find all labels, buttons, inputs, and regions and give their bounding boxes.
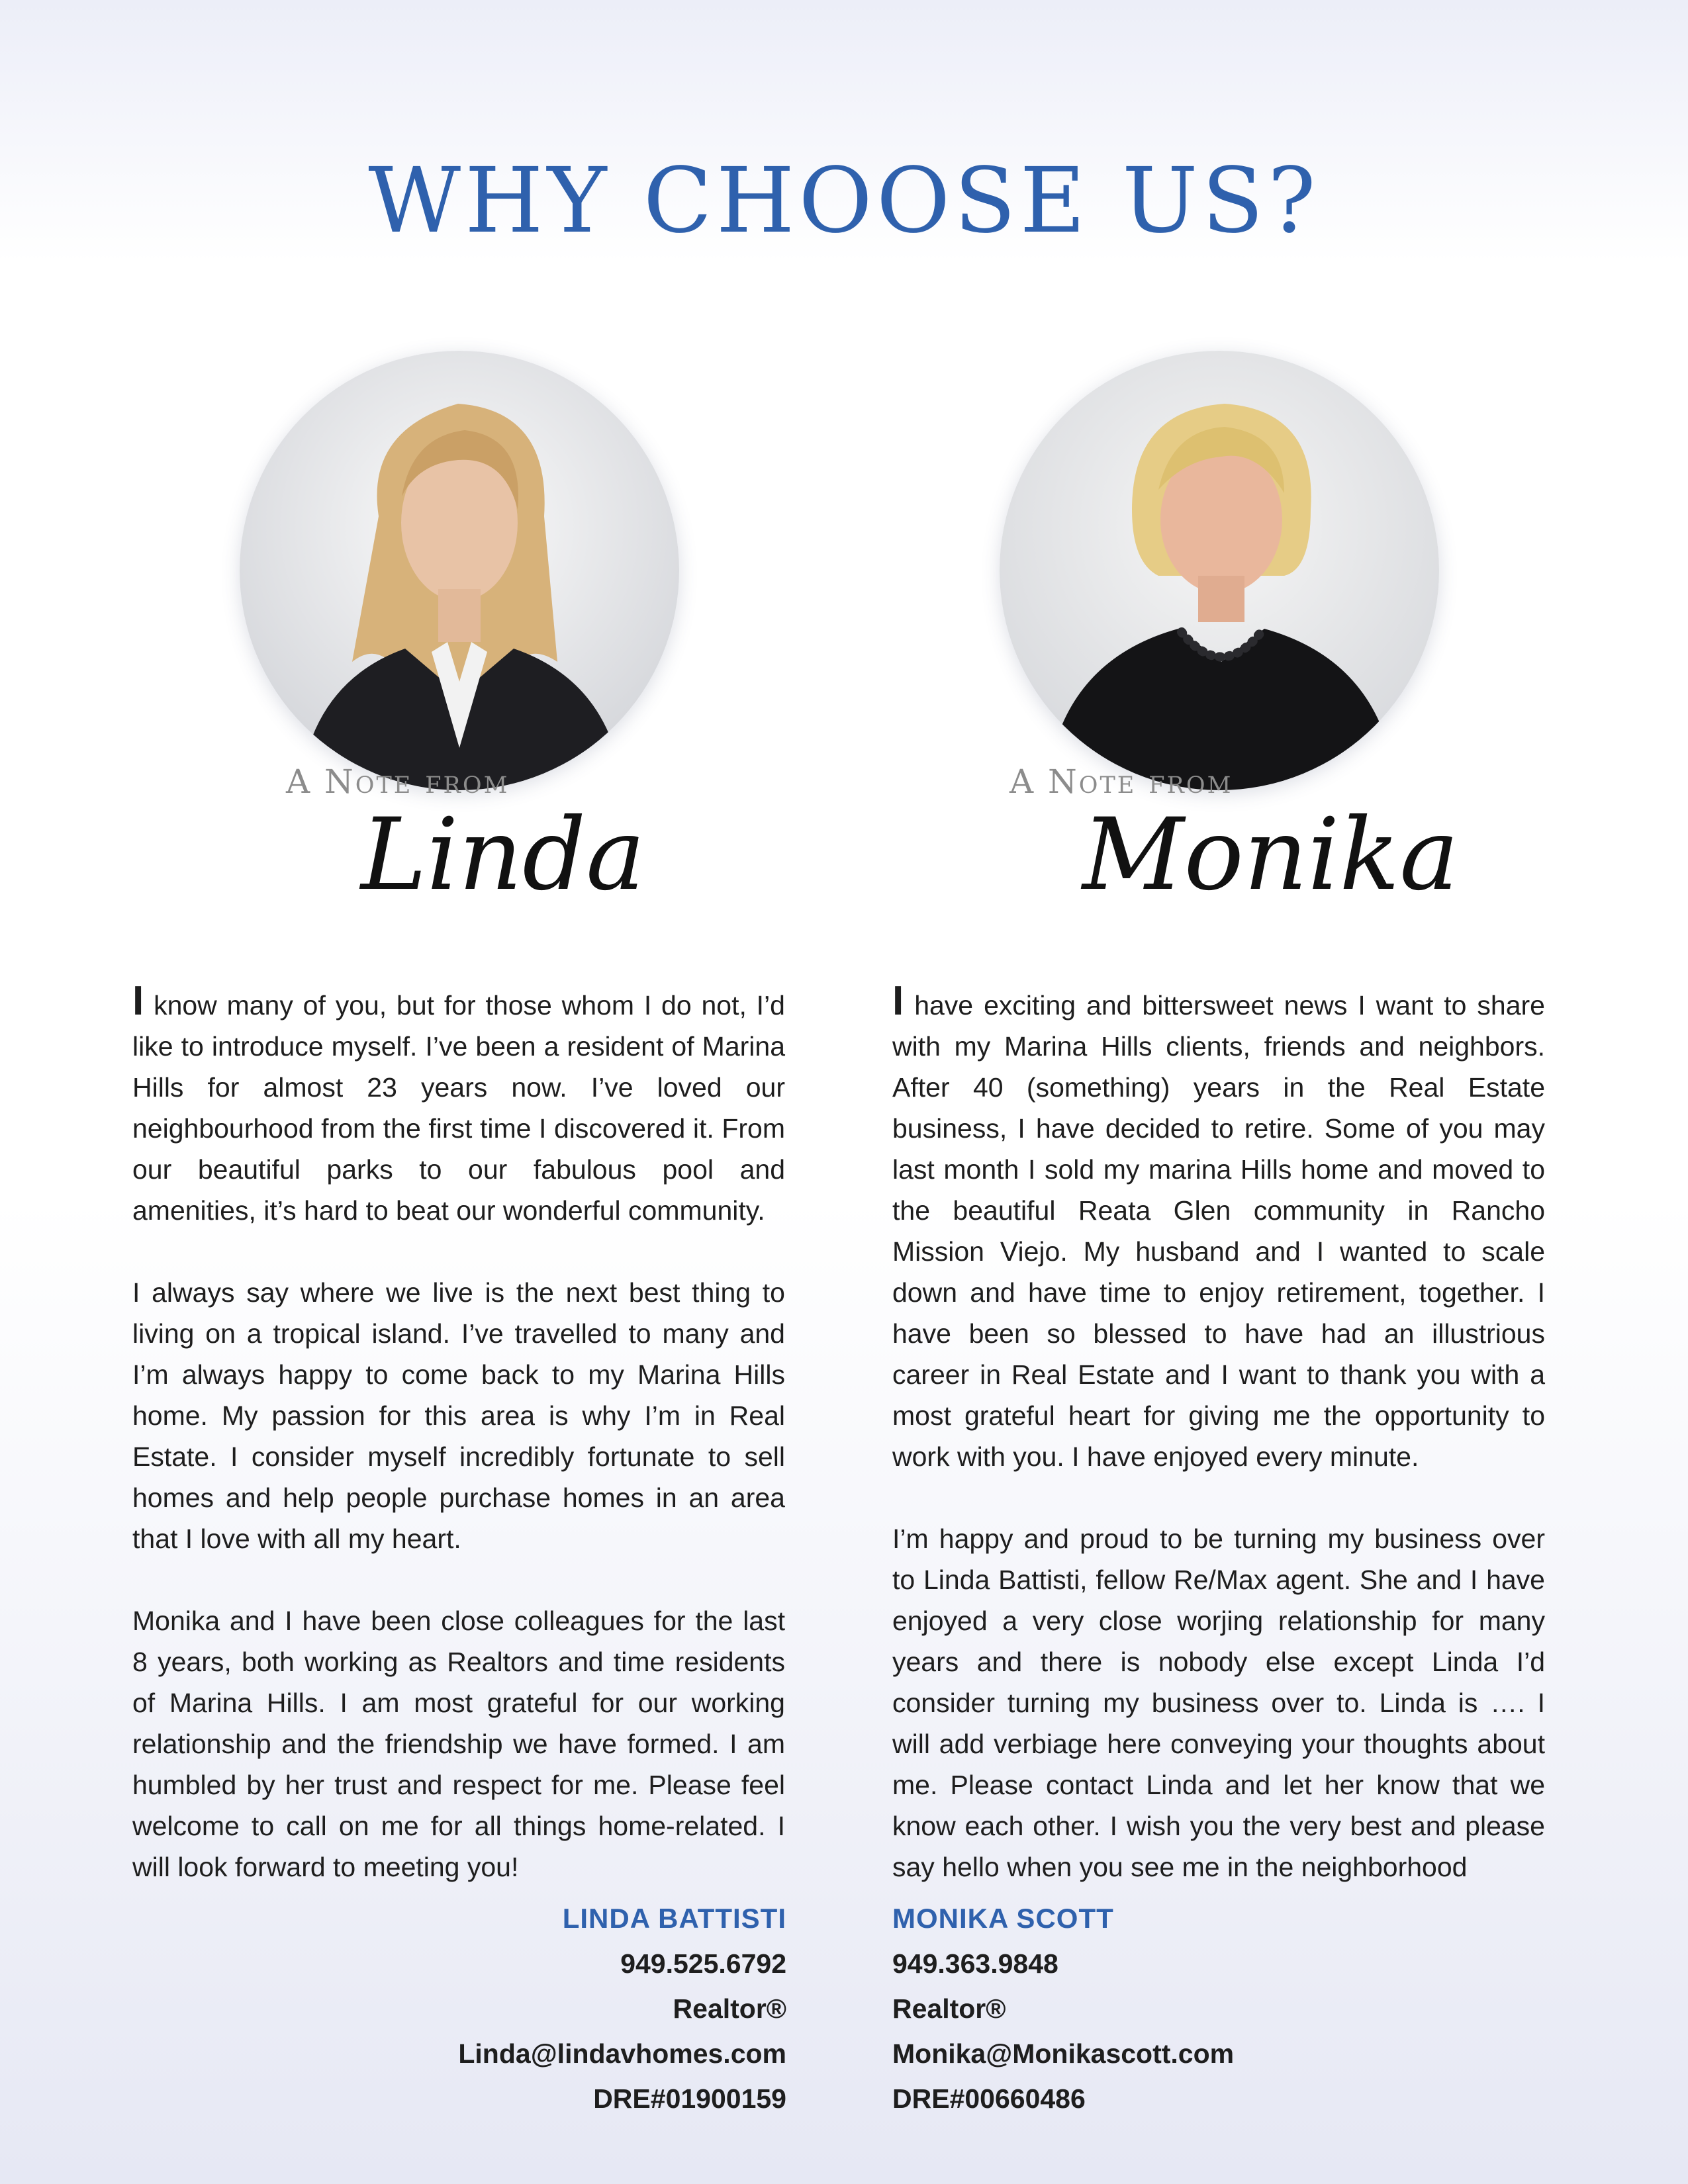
linda-paragraph-3: Monika and I have been close colleagues for the last 8 years, both working as Realtors and time residents of Marina Hills. I am most grateful for our working relationship and the friendship we have formed. I am humbled by her trust and respect for me. Please feel welcome to call on me for all things home-related. I will look forward to meeting you! [132,1606,785,1882]
monika-dropcap: I [892,978,904,1024]
linda-contact-block [397,1896,786,2121]
linda-signature: Linda [361,797,645,913]
linda-note-from: A Note from [286,762,510,801]
linda-portrait [240,351,679,790]
monika-dre: DRE#00660486 [892,2083,1086,2114]
monika-phone[interactable]: 949.363.9848 [892,1948,1058,1979]
monika-name: MONIKA SCOTT [892,1903,1114,1934]
monika-contact-block [892,1896,1356,2121]
monika-role: Realtor® [892,1993,1006,2024]
linda-dropcap: I [132,978,144,1024]
linda-paragraph-1 [132,978,785,1231]
linda-email[interactable]: Linda@lindavhomes.com [458,2038,786,2069]
linda-photo-illustration [240,351,679,790]
monika-paragraph-1 [892,978,1545,1477]
linda-role: Realtor® [673,1993,786,2024]
monika-portrait [1000,351,1439,790]
linda-paragraph-2: I always say where we live is the next best thing to living on a tropical island. I’ve travelled to many and I’m always happy to come back to my Marina Hills home. My passion for this area is why I’m in Real Estate. I consider myself incredibly fortunate to sell homes and help people purchase homes in an area that I love with all my heart. [132,1277,785,1554]
monika-paragraph-1-text: have exciting and bittersweet news I want to share with my Marina Hills clients, friends and neighbors. After 40 (something) years in the Real Estate business, I have decided to retire. Some of you may last month I sold my marina Hills home and moved to the beautiful Reata Glen community in Rancho Mission Viejo. My husband and I wanted to scale down and have time to enjoy retirement, together. I have been so blessed to have had an illustrious career in Real Estate and I want to thank you with a most grateful heart for giving me the opportunity to work with you. I have enjoyed every minute. [892,990,1545,1472]
monika-note-from: A Note from [1009,762,1233,801]
linda-name: LINDA BATTISTI [562,1903,786,1934]
monika-photo-illustration [1000,351,1439,790]
monika-paragraph-2: I’m happy and proud to be turning my business over to Linda Battisti, fellow Re/Max agent. She and I have enjoyed a very close worjing relationship for many years and there is nobody else except Linda I’d consider turning my business over to. Linda is …. I will add verbiage here conveying your thoughts about me. Please contact Linda and let her know that we know each other. I wish you the very best and please say hello when you see me in the neighborhood [892,1524,1545,1882]
linda-paragraph-1-text: know many of you, but for those whom I do not, I’d like to introduce myself. I’ve been a resident of Marina Hills for almost 23 years now. I’ve loved our neighbourhood from the first time I discovered it. From our beautiful parks to our fabulous pool and amenities, it’s hard to beat our wonderful community. [132,990,785,1226]
linda-phone[interactable]: 949.525.6792 [620,1948,786,1979]
page-title: WHY CHOOSE US? [368,149,1320,253]
monika-signature: Monika [1082,797,1459,913]
monika-email[interactable]: Monika@Monikascott.com [892,2038,1235,2069]
monika-letter [892,978,1545,1929]
linda-letter [132,978,785,1929]
linda-dre: DRE#01900159 [593,2083,786,2114]
